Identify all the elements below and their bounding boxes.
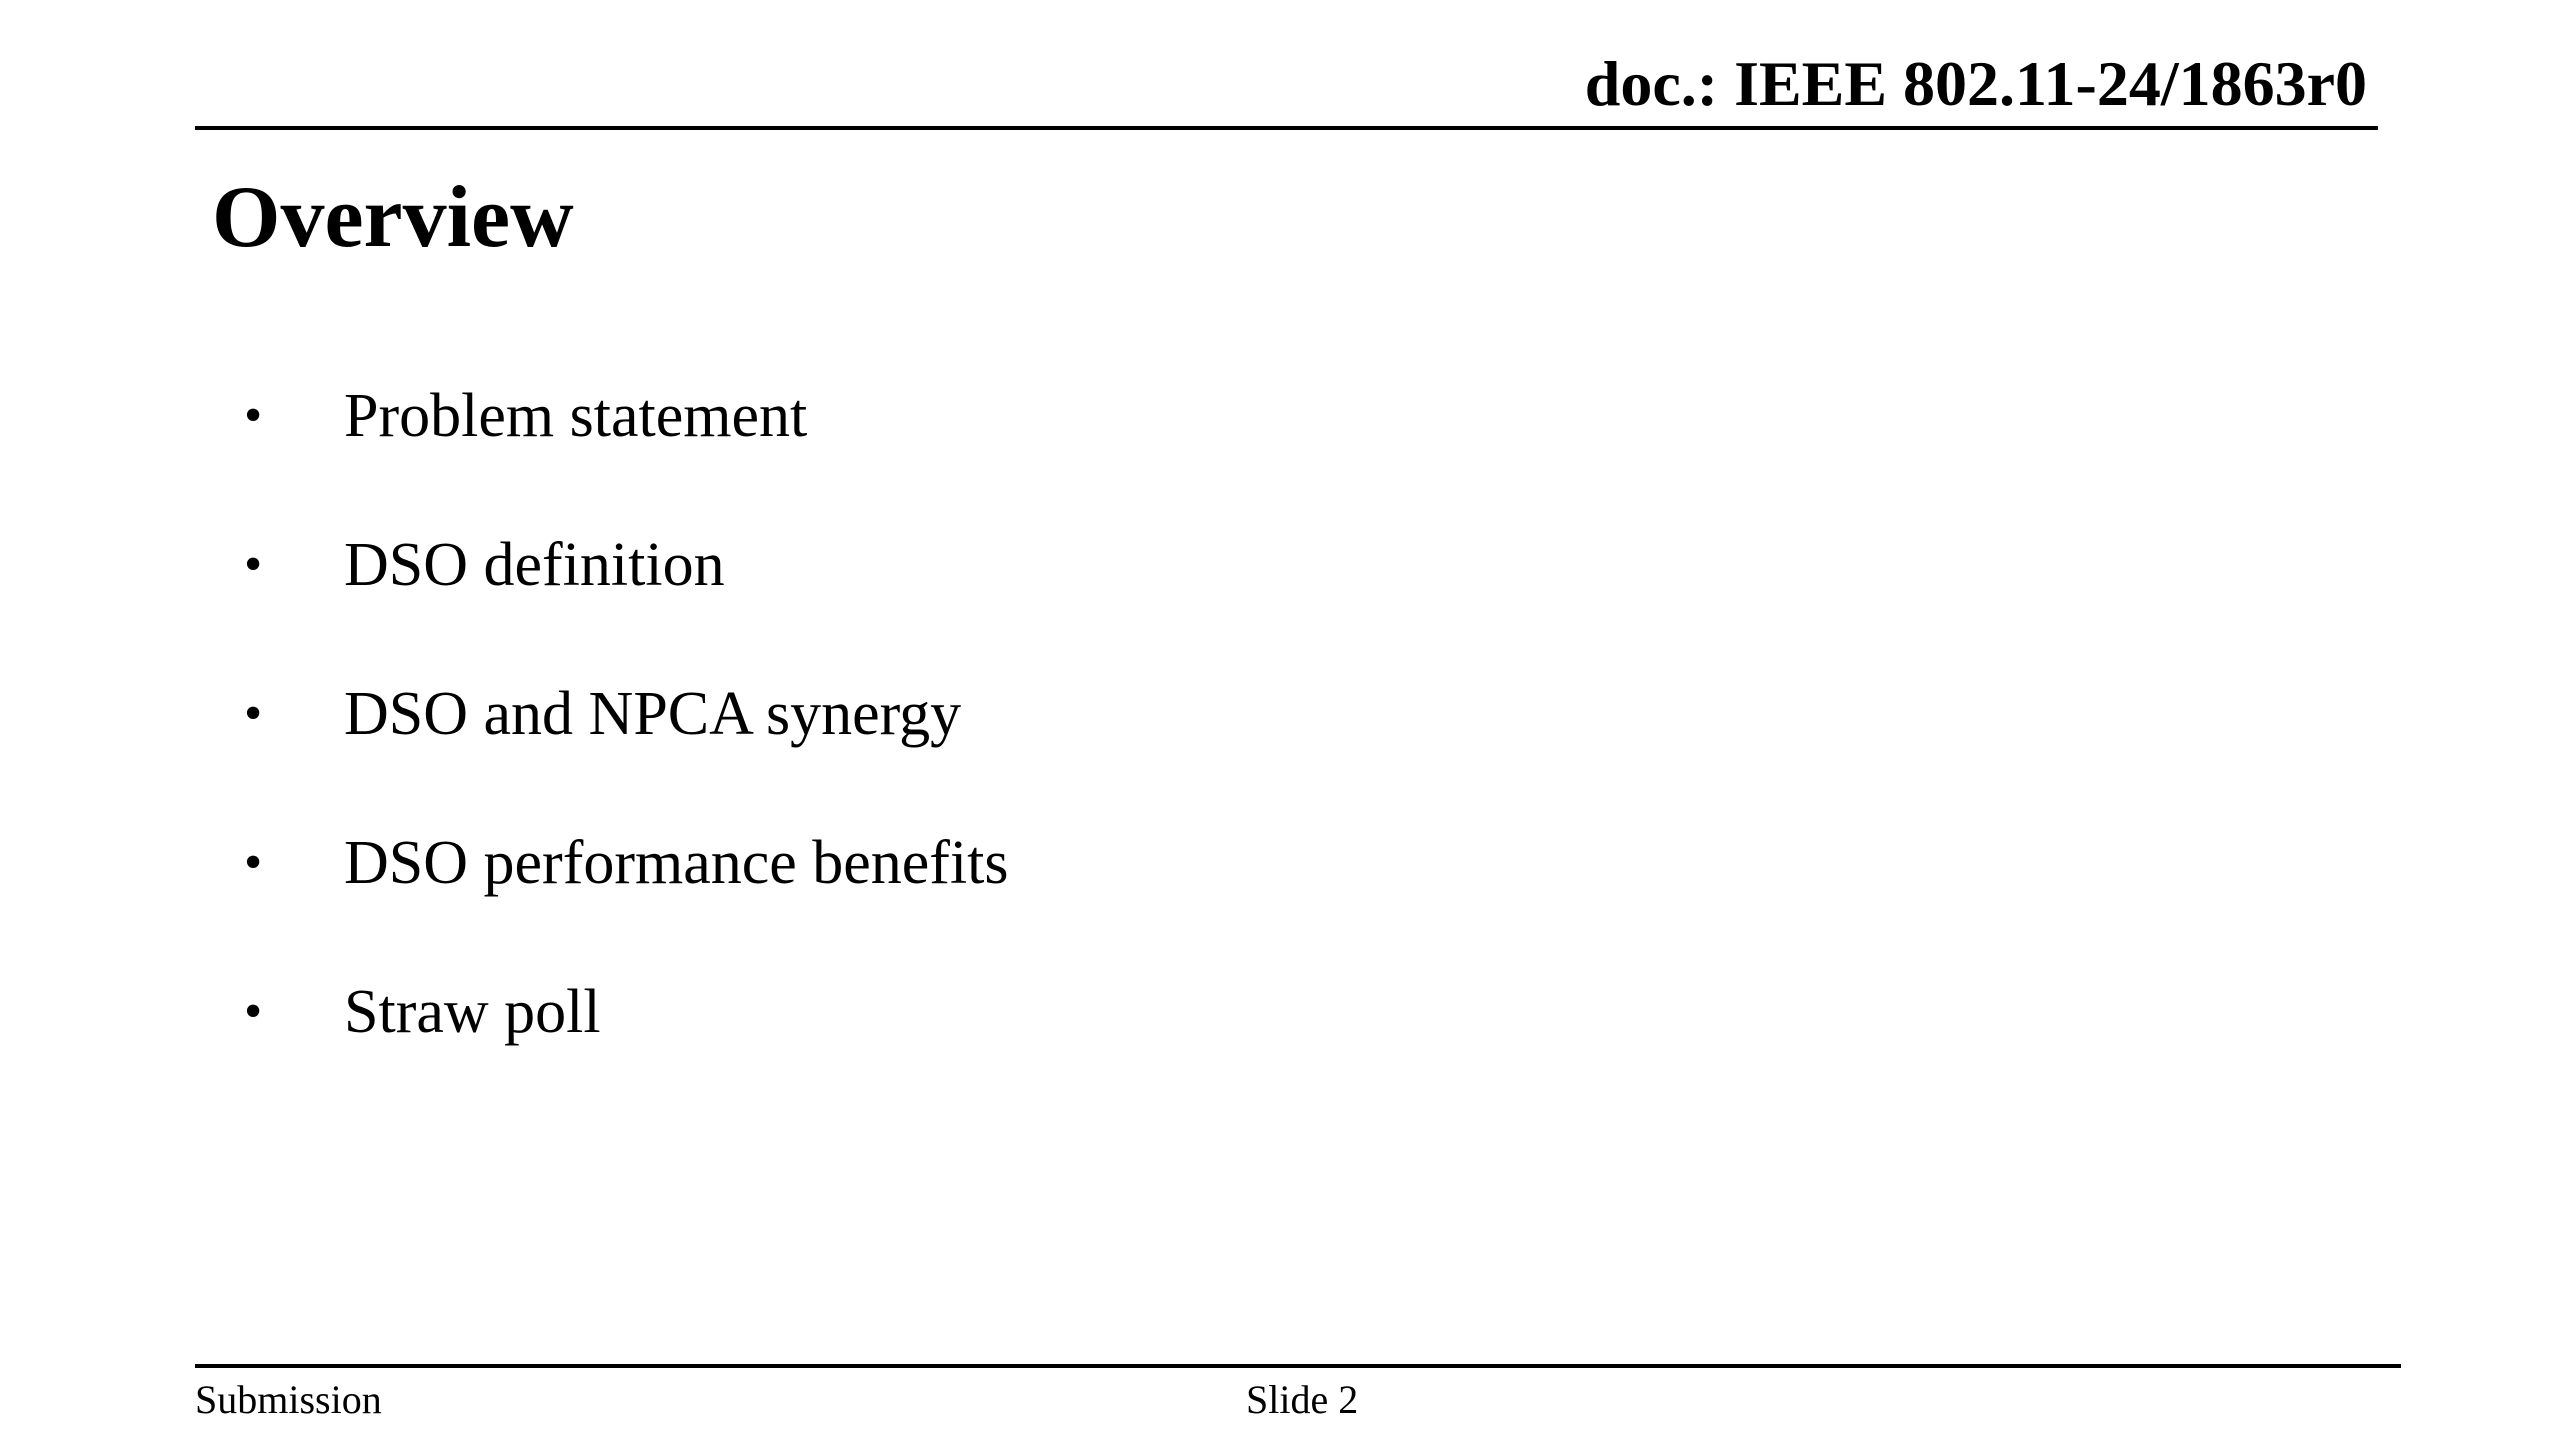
list-item [240,827,1009,976]
slide-title: Overview [212,169,574,266]
list-item [240,529,1009,678]
bullet-list [240,380,1009,1125]
list-item [240,976,1009,1125]
bullet-text: DSO definition [344,531,725,599]
bullet-text: Straw poll [344,978,601,1046]
bullet-text: Problem statement [344,382,808,450]
document-id: doc.: IEEE 802.11-24/1863r0 [1584,48,2367,119]
bullet-icon: • [244,834,263,891]
list-item [240,678,1009,827]
bullet-icon: • [244,387,263,444]
bullet-icon: • [244,685,263,742]
bullet-text: DSO performance benefits [344,829,1009,897]
footer-slide-number: Slide 2 [1246,1377,1359,1422]
footer-divider [195,1364,2401,1368]
header-divider [195,126,2378,130]
footer-submission: Submission [195,1377,382,1422]
bullet-text: DSO and NPCA synergy [344,680,962,748]
bullet-icon: • [244,536,263,593]
list-item [240,380,1009,529]
bullet-icon: • [244,983,263,1040]
